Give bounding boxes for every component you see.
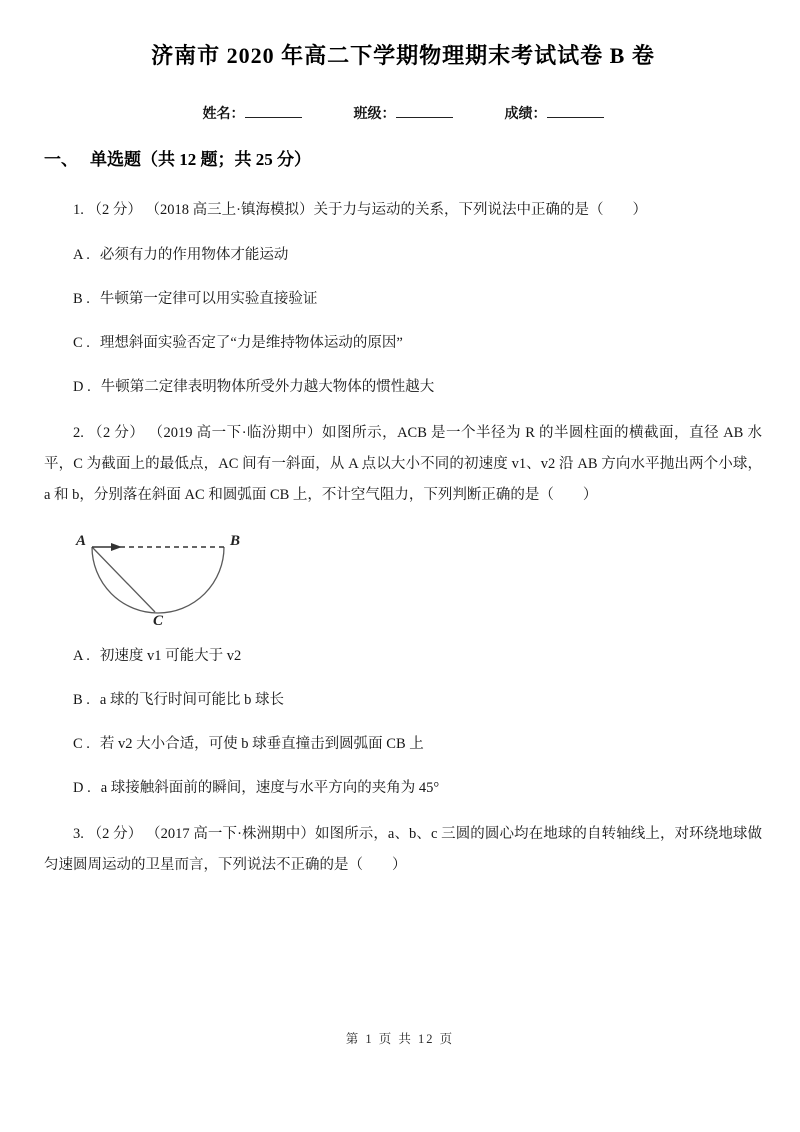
option-text: 若 v2 大小合适，可使 b 球垂直撞击到圆弧面 CB 上 (99, 736, 424, 752)
point-label-c: C (152, 613, 164, 627)
option-letter: B . (73, 291, 90, 307)
option-text: 牛顿第一定律可以用实验直接验证 (99, 291, 318, 307)
option-text: a 球接触斜面前的瞬间，速度与水平方向的夹角为 45° (100, 780, 440, 796)
name-field (203, 104, 302, 124)
class-blank-line (396, 104, 453, 118)
section-numeral: 一、 (44, 150, 78, 169)
option-letter: A . (73, 247, 90, 263)
semicircle-figure (60, 525, 260, 627)
question-2-option-d (44, 773, 762, 803)
class-field (354, 104, 453, 124)
class-label: 班级： (353, 107, 396, 122)
question-1-option-d (44, 372, 762, 402)
name-blank-line (245, 104, 302, 118)
option-text: 牛顿第二定律表明物体所受外力越大物体的惯性越大 (100, 379, 435, 395)
page-number-footer: 第 1 页 共 12 页 (345, 1032, 455, 1046)
student-info-row (44, 104, 762, 124)
option-letter: A . (73, 648, 90, 664)
exam-title: 济南市 2020 年高二下学期物理期末考试试卷 B 卷 (151, 43, 655, 68)
option-letter: C . (73, 736, 90, 752)
option-text: a 球的飞行时间可能比 b 球长 (99, 692, 284, 708)
question-2-option-a (44, 641, 762, 671)
section-name: 单选题（共 12 题；共 25 分） (90, 150, 311, 169)
option-text: 理想斜面实验否定了“力是维持物体运动的原因” (99, 335, 403, 351)
point-label-b: B (230, 533, 241, 549)
question-3-stem: 3. （2 分） （2017 高一下·株洲期中）如图所示，a、b、c 三圆的圆心均在地球的自转轴线上，对环绕地球做匀速圆周运动的卫星而言，下列说法不正确的是（ ） (44, 826, 762, 873)
question-2-option-b (44, 685, 762, 715)
score-field (505, 104, 604, 124)
section-heading (44, 149, 762, 171)
question-2-stem: 2. （2 分） （2019 高一下·临汾期中）如图所示，ACB 是一个半径为 R 的半圆柱面的横截面，直径 AB 水平，C 为截面上的最低点，AC 间有一斜面，从 A 点以大小不同的初速度 v1、v2 沿 AB 方向水平抛出两个小球，a 和 b，分别落在斜面 AC 和圆弧面 CB 上，不计空气阻力，下列判断正确的是（ ） (44, 425, 762, 503)
option-letter: D . (73, 780, 91, 796)
question-1-option-a (44, 240, 762, 270)
score-blank-line (547, 104, 604, 118)
option-letter: D . (73, 379, 91, 395)
point-label-a: A (76, 533, 87, 549)
arrow-head-icon (111, 543, 122, 551)
question-3 (44, 819, 762, 881)
question-1 (44, 195, 762, 402)
question-2 (44, 418, 762, 803)
option-letter: B . (73, 692, 90, 708)
option-letter: C . (73, 335, 90, 351)
option-text: 必须有力的作用物体才能运动 (99, 247, 289, 263)
question-1-option-b (44, 284, 762, 314)
score-label: 成绩： (504, 107, 547, 122)
question-2-option-c (44, 729, 762, 759)
incline-chord-ac (92, 547, 155, 612)
question-1-option-c (44, 328, 762, 358)
semicircle-arc (92, 547, 224, 613)
question-2-figure (60, 525, 260, 627)
name-label: 姓名： (202, 107, 245, 122)
question-1-stem: 1. （2 分） （2018 高三上·镇海模拟）关于力与运动的关系，下列说法中正确的是（ ） (73, 202, 647, 218)
option-text: 初速度 v1 可能大于 v2 (99, 648, 242, 664)
